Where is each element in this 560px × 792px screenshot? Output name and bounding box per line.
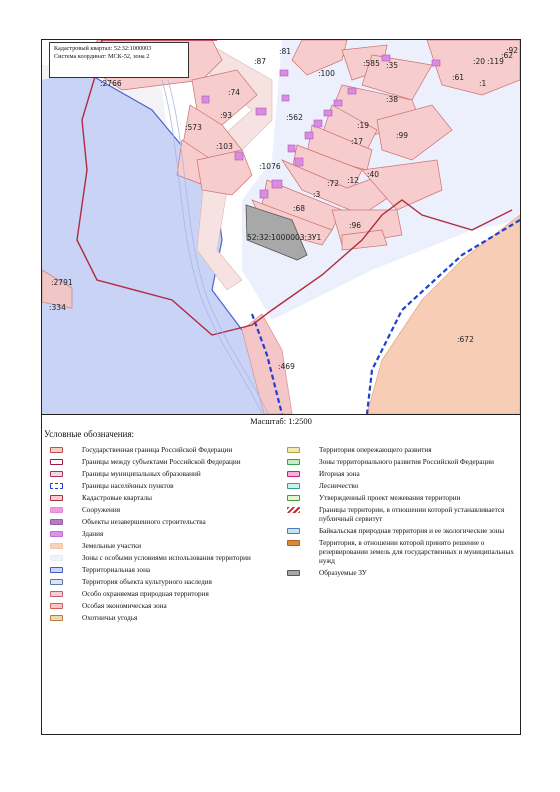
legend-swatch-icon [50,543,63,549]
legend-label: Зоны территориального развития Российской Федерации [319,458,494,466]
legend-right-column [285,446,517,581]
legend-label: Территория, в отношении которой принято решение о резервировании земель для государственных и муниципальных нужд [319,539,514,565]
parcel-label: :99 [396,131,409,140]
legend-item [285,482,517,491]
legend-label: Государственная граница Российской Федерации [82,446,233,454]
parcel-label: :100 [318,69,335,78]
formed-parcel-label: 52:32:1000003:ЗУ1 [247,233,322,242]
parcel-label: :469 [278,362,295,371]
legend-item [285,458,517,467]
legend-label: Здания [82,530,104,538]
legend-item [48,614,278,623]
legend-item [48,590,278,599]
legend-label: Байкальская природная территория и ее экологические зоны [319,527,505,535]
legend-swatch-icon [287,528,300,534]
parcel-label: :103 [216,142,233,151]
parcel-label: :12 [347,176,360,185]
legend-swatch-icon [50,591,63,597]
legend-item [48,518,278,527]
parcel-label: :96 [349,221,362,230]
parcel-label: :61 [452,73,465,82]
legend-item [48,554,278,563]
legend-swatch-icon [50,471,63,477]
legend-item [48,470,278,479]
legend-swatch-icon [50,483,63,489]
legend-item [285,569,517,578]
parcel-label: :74 [228,88,241,97]
legend-swatch-icon [287,540,300,546]
legend-swatch-icon [50,519,63,525]
legend-left-column [48,446,278,626]
legend-label: Особо охраняемая природная территория [82,590,209,598]
legend-label: Образуемые ЗУ [319,569,367,577]
legend-item [285,539,517,566]
parcel-label: :19 [357,121,370,130]
legend-swatch-icon [50,603,63,609]
legend-swatch-icon [50,447,63,453]
legend-item [285,446,517,455]
legend-label: Территориальная зона [82,566,151,574]
legend-swatch-icon [287,447,300,453]
parcel-label: :17 [351,137,364,146]
parcel-label: :92 [506,46,519,55]
legend-title: Условные обозначения: [44,429,135,439]
legend-label: Утвержденный проект межевания территории [319,494,461,502]
legend-label: Границы муниципальных образований [82,470,201,478]
legend-label: Охотничьи угодья [82,614,138,622]
legend-label: Границы территории, в отношении которой устанавливается публичный сервитут [319,506,505,523]
parcel-label: :72 [327,179,340,188]
parcel-label: :334 [49,303,66,312]
legend-item [285,494,517,503]
parcel-label: :1 [479,79,487,88]
parcel-label: :20 [473,57,486,66]
cadastral-quarter-text: Кадастровый квартал: 52:32:1000003 [54,45,152,52]
parcel-label: :585 [363,59,380,68]
parcel-label: :119 [487,57,504,66]
legend-item [48,494,278,503]
parcel-label: :40 [367,170,380,179]
parcel-label: :93 [220,111,233,120]
legend-item [48,482,278,491]
legend-label: Земельные участки [82,542,142,550]
legend-item [48,578,278,587]
map-sheet [41,39,521,735]
legend-label: Игорная зона [319,470,360,478]
legend-item [48,542,278,551]
legend-label: Кадастровые кварталы [82,494,152,502]
legend-item [285,506,517,524]
legend-swatch-icon [287,471,300,477]
parcel-label: :68 [293,204,306,213]
coordinate-system-text: Система координат: МСК-52, зона 2 [54,53,150,60]
legend-item [48,602,278,611]
legend-swatch-icon [287,483,300,489]
legend-label: Территория объекта культурного наследия [82,578,212,586]
legend-swatch-icon [50,615,63,621]
legend-item [48,506,278,515]
legend-item [285,470,517,479]
parcel-label: :81 [279,47,292,56]
parcel-label: :62 [501,51,514,60]
parcel-label: :2766 [100,79,122,88]
parcel-label: :573 [185,123,202,132]
legend-label: Границы населённых пунктов [82,482,174,490]
legend-swatch-icon [50,495,63,501]
legend-label: Территория опережающего развития [319,446,432,454]
legend-label: Объекты незавершенного строительства [82,518,206,526]
parcel-label: :87 [254,57,267,66]
legend-swatch-icon [50,567,63,573]
legend-label: Лесничество [319,482,359,490]
cadastral-map[interactable] [42,40,520,415]
legend-label: Особая экономическая зона [82,602,167,610]
legend-swatch-icon [287,495,300,501]
cadastral-info-box [49,42,189,78]
legend-swatch-icon [287,570,300,576]
legend-label: Зоны с особыми условиями использования территории [82,554,251,562]
legend-swatch-icon [50,507,63,513]
legend-item [48,446,278,455]
legend-item [48,458,278,467]
parcel-label: :672 [457,335,474,344]
parcel-label: :562 [286,113,303,122]
legend-label: Сооружения [82,506,121,514]
parcel-label: :2791 [51,278,73,287]
map-scale: Масштаб: 1:2500 [250,416,312,426]
parcel-label: :1076 [259,162,281,171]
legend-swatch-icon [50,531,63,537]
legend-item [48,530,278,539]
parcel-label: :38 [386,95,399,104]
legend-label: Границы между субъектами Российской Федерации [82,458,241,466]
parcel-label: :3 [313,190,321,199]
legend-swatch-icon [287,459,300,465]
legend-item [285,527,517,536]
legend-swatch-icon [50,579,63,585]
map-canvas [42,40,520,414]
legend-swatch-icon [50,555,63,561]
parcel-label: :35 [386,61,399,70]
legend-item [48,566,278,575]
legend-swatch-icon [287,507,300,513]
legend-swatch-icon [50,459,63,465]
